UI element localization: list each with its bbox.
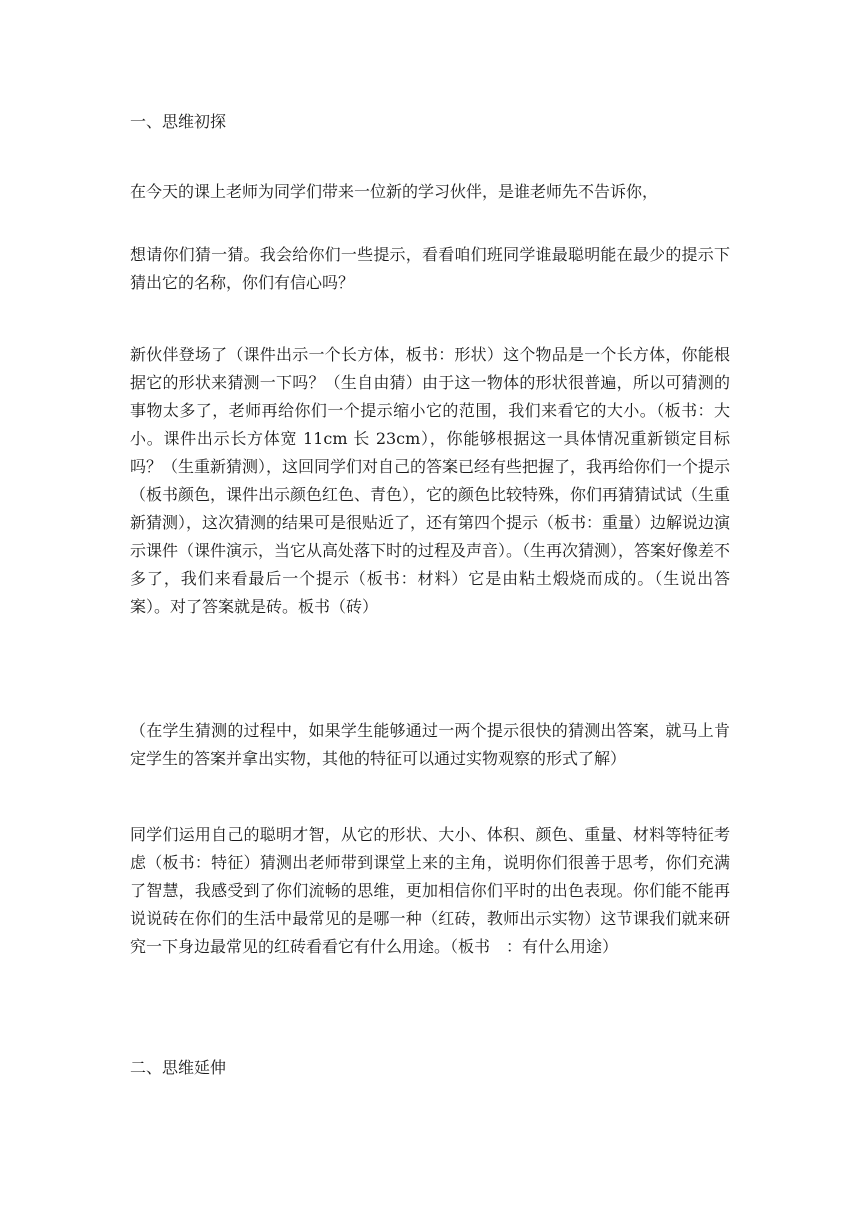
paragraph-summary: 同学们运用自己的聪明才智，从它的形状、大小、体积、颜色、重量、材料等特征考虑（板书：特征）猜测出老师带到课堂上来的主角，说明你们很善于思考，你们充满了智慧，我感受到了你们流畅的思维，更加相信你们平时的出色表现。你们能不能再说说砖在你们的生活中最常见的是哪一种（红砖，教师出示实物）这节课我们就来研究一下身边最常见的红砖看看它有什么用途。（板书 ：有什么用途） bbox=[130, 825, 730, 956]
paragraph-note: （在学生猜测的过程中，如果学生能够通过一两个提示很快的猜测出答案，就马上肯定学生的答案并拿出实物，其他的特征可以通过实物观察的形式了解） bbox=[130, 721, 730, 768]
section-heading-2: 二、思维延伸 bbox=[130, 1058, 227, 1077]
paragraph-intro: 在今天的课上老师为同学们带来一位新的学习伙伴，是谁老师先不告诉你， bbox=[130, 182, 659, 201]
paragraph-guess-prompt: 想请你们猜一猜。我会给你们一些提示，看看咱们班同学谁最聪明能在最少的提示下猜出它的名称，你们有信心吗？ bbox=[130, 245, 730, 292]
paragraph-hints: 新伙伴登场了（课件出示一个长方体，板书：形状）这个物品是一个长方体，你能根据它的形状来猜测一下吗？（生自由猜）由于这一物体的形状很普遍，所以可猜测的事物太多了，老师再给你们一个提示缩小它的范围，我们来看它的大小。（板书：大小。课件出示长方体宽 11cm 长 23cm），你能够根据这一具体情况重新锁定目标吗？（生重新猜测），这回同学们对自己的答案已经有些把握了，我再给你们一个提示（板书颜色，课件出示颜色红色、青色），它的颜色比较特殊，你们再猜猜试试（生重新猜测），这次猜测的结果可是很贴近了，还有第四个提示（板书：重量）边解说边演示课件（课件演示，当它从高处落下时的过程及声音）。（生再次猜测），答案好像差不多了，我们来看最后一个提示（板书：材料）它是由粘土煅烧而成的。（生说出答案）。对了答案就是砖。板书（砖） bbox=[130, 345, 731, 616]
section-heading-1: 一、思维初探 bbox=[130, 112, 227, 131]
